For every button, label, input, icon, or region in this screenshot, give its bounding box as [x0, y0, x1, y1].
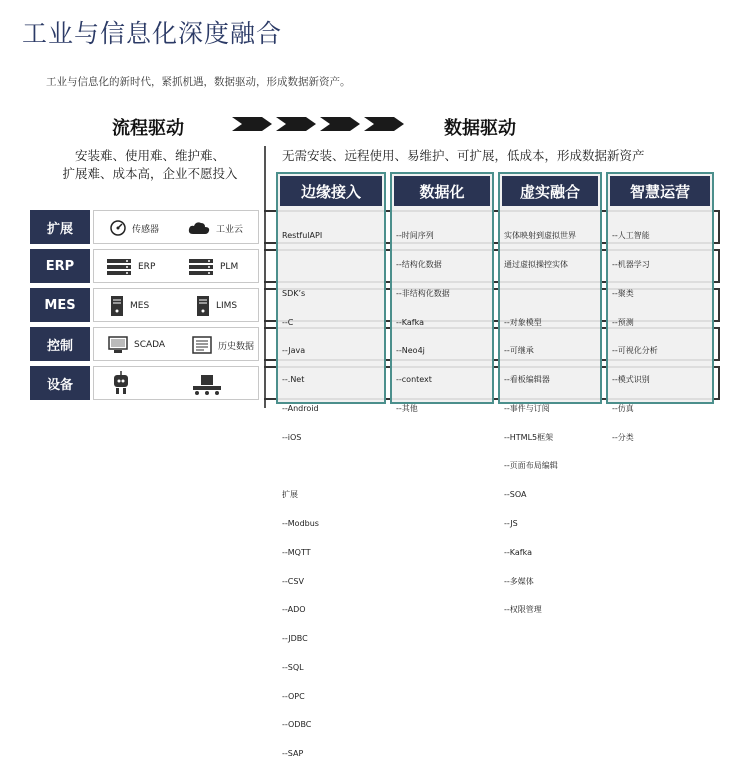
list-item: --页面布局编辑 — [504, 461, 558, 471]
plm-item — [188, 250, 238, 284]
list-item: 通过虚拟操控实体 — [504, 259, 568, 269]
row-box-mes — [93, 288, 259, 322]
scada-label: SCADA — [134, 340, 166, 350]
list-item — [504, 289, 598, 299]
monitor-icon — [108, 336, 128, 354]
list-item: --ODBC — [282, 720, 312, 730]
document-icon — [192, 336, 212, 354]
lims-label: LIMS — [216, 301, 238, 311]
erp-item — [106, 250, 155, 284]
tower-server-icon — [110, 295, 124, 317]
process-driven-heading: 流程驱动 — [112, 118, 184, 139]
industrial-cloud-label: 工业云 — [216, 224, 244, 235]
list-item: --看板编辑器 — [504, 375, 550, 385]
list-item: --机器学习 — [612, 259, 650, 269]
list-item: --Kafka — [504, 547, 532, 557]
list-item: --OPC — [282, 691, 305, 701]
left-description — [40, 147, 260, 183]
list-item: --Android — [282, 403, 319, 413]
row-box-device — [93, 366, 259, 400]
list-item: --可继承 — [504, 346, 534, 356]
column-virtual-real-fusion-title: 虚实融合 — [502, 176, 598, 206]
data-driven-heading: 数据驱动 — [444, 118, 516, 139]
row-label-device: 设备 — [30, 366, 90, 400]
list-item: --Java — [282, 346, 306, 356]
column-datafication-title: 数据化 — [394, 176, 490, 206]
left-description-line-1: 安装难、使用难、维护难、 — [74, 148, 225, 163]
column-smart-operations-title: 智慧运营 — [610, 176, 710, 206]
list-item: --iOS — [282, 432, 302, 442]
list-item: --JS — [504, 519, 518, 528]
arrow-1-icon — [232, 117, 272, 131]
row-box-expand — [93, 210, 259, 244]
row-label-erp: ERP — [30, 249, 90, 283]
column-smart-operations — [606, 172, 714, 442]
right-description: 无需安装、远程使用、易维护、可扩展，低成本，形成数据新资产 — [282, 148, 645, 163]
list-item: --人工智能 — [612, 231, 650, 241]
column-virtual-real-fusion — [498, 172, 602, 615]
list-item: --可视化分析 — [612, 346, 658, 356]
cloud-icon — [188, 221, 210, 235]
erp-label: ERP — [138, 262, 156, 272]
column-virtual-real-fusion-list — [504, 212, 598, 634]
robot-item — [110, 367, 132, 401]
tower-server-icon — [196, 295, 210, 317]
list-item: --HTML5框架 — [504, 432, 554, 442]
list-item: --时间序列 — [396, 231, 434, 241]
list-item: --事件与订阅 — [504, 403, 550, 413]
list-item: --Neo4j — [396, 346, 425, 356]
conveyor-item — [192, 367, 222, 401]
list-item: --Kafka — [396, 317, 424, 327]
list-item: --MQTT — [282, 547, 311, 557]
sensor-item — [110, 211, 159, 245]
list-item: --结构化数据 — [396, 259, 442, 269]
list-item — [282, 260, 382, 270]
plm-label: PLM — [220, 262, 239, 272]
server-icon — [188, 258, 214, 276]
page-title: 工业与信息化深度融合 — [22, 19, 283, 48]
arrow-3-icon — [320, 117, 360, 131]
arrow-2-icon — [276, 117, 316, 131]
arrow-4-icon — [364, 117, 404, 131]
row-label-mes: MES — [30, 288, 90, 322]
mes-label: MES — [130, 301, 150, 311]
conveyor-icon — [192, 372, 222, 396]
list-item: --SAP — [282, 749, 304, 759]
row-label-expand: 扩展 — [30, 210, 90, 244]
column-edge-access — [276, 172, 386, 759]
list-item: --预测 — [612, 317, 634, 327]
column-smart-operations-list — [612, 212, 710, 461]
list-item: --JDBC — [282, 634, 308, 644]
row-box-erp — [93, 249, 259, 283]
column-datafication — [390, 172, 494, 413]
page-subtitle: 工业与信息化的新时代，紧抓机遇，数据驱动，形成数据新资产。 — [46, 76, 351, 88]
list-item: SDK’s — [282, 288, 306, 298]
list-item: --ADO — [282, 605, 306, 615]
history-data-label: 历史数据 — [218, 341, 255, 352]
row-label-control: 控制 — [30, 327, 90, 361]
list-item: --SOA — [504, 490, 527, 500]
column-edge-access-title: 边缘接入 — [280, 176, 382, 206]
mes-item — [110, 289, 149, 323]
list-item: --多媒体 — [504, 576, 534, 586]
list-item: --仿真 — [612, 403, 634, 413]
scada-item — [108, 328, 165, 362]
list-item — [282, 461, 382, 471]
list-item: RestfulAPI — [282, 231, 323, 241]
history-data-item — [192, 328, 254, 362]
list-item: --对象模型 — [504, 317, 542, 327]
left-description-line-2: 扩展难、成本高，企业不愿投入 — [62, 166, 238, 181]
robot-icon — [110, 371, 132, 397]
column-edge-access-list — [282, 212, 382, 778]
list-item: --C — [282, 317, 294, 327]
list-item: --权限管理 — [504, 605, 542, 615]
sensor-label: 传感器 — [132, 224, 160, 235]
gauge-icon — [110, 220, 126, 236]
list-item: --分类 — [612, 432, 634, 442]
server-icon — [106, 258, 132, 276]
lims-item — [196, 289, 237, 323]
list-item: --SQL — [282, 662, 304, 672]
list-item: --Modbus — [282, 519, 319, 528]
list-item: --模式识别 — [612, 375, 650, 385]
list-item: --CSV — [282, 576, 304, 586]
list-item: --其他 — [396, 403, 418, 413]
list-item: --非结构化数据 — [396, 288, 450, 298]
arrows-graphic — [230, 115, 410, 133]
list-item: --.Net — [282, 375, 305, 385]
row-box-control — [93, 327, 259, 361]
list-item: --context — [396, 375, 432, 385]
list-item: 扩展 — [282, 490, 298, 500]
list-item: 实体映射到虚拟世界 — [504, 231, 576, 241]
list-item: --聚类 — [612, 288, 634, 298]
column-datafication-list — [396, 212, 490, 433]
industrial-cloud-item — [188, 211, 243, 245]
